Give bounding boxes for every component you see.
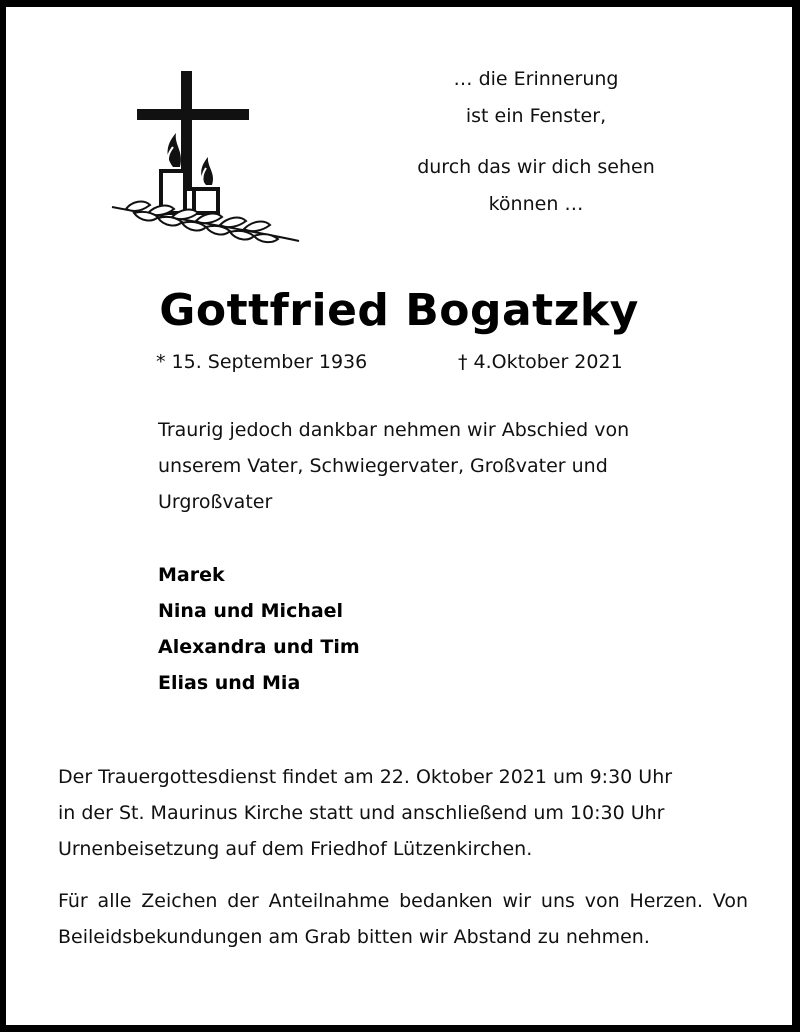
farewell-line: Traurig jedoch dankbar nehmen wir Abschied von bbox=[158, 419, 630, 441]
quote-line: … die Erinnerung bbox=[453, 68, 619, 90]
thanks-text: Für alle Zeichen der Anteilnahme bedanken wir uns von Herzen. Von Beileidsbekundungen am Grab bitten wir Abstand zu nehmen. bbox=[58, 890, 748, 948]
deceased-name: Gottfried Bogatzky bbox=[159, 285, 639, 336]
family-member: Nina und Michael bbox=[158, 600, 344, 622]
service-line: in der St. Maurinus Kirche statt und anschließend um 10:30 Uhr bbox=[58, 802, 665, 824]
death-date: † 4.Oktober 2021 bbox=[458, 351, 623, 373]
memorial-quote bbox=[346, 61, 726, 223]
family-list bbox=[158, 557, 360, 701]
service-info bbox=[58, 759, 748, 867]
family-member: Alexandra und Tim bbox=[158, 636, 360, 658]
service-line: Urnenbeisetzung auf dem Friedhof Lützenkirchen. bbox=[58, 838, 533, 860]
farewell-text bbox=[158, 412, 718, 520]
service-line: Der Trauergottesdienst findet am 22. Oktober 2021 um 9:30 Uhr bbox=[58, 766, 673, 788]
quote-line: ist ein Fenster, bbox=[465, 105, 607, 127]
birth-date: * 15. September 1936 bbox=[156, 351, 368, 373]
farewell-line: unserem Vater, Schwiegervater, Großvater und bbox=[158, 455, 608, 477]
family-member: Elias und Mia bbox=[158, 672, 301, 694]
quote-line: können … bbox=[488, 193, 584, 215]
cross-candles-emblem bbox=[104, 67, 304, 247]
quote-line: durch das wir dich sehen bbox=[417, 156, 655, 178]
obituary-notice bbox=[6, 7, 792, 1025]
family-member: Marek bbox=[158, 564, 225, 586]
farewell-line: Urgroßvater bbox=[158, 491, 273, 513]
